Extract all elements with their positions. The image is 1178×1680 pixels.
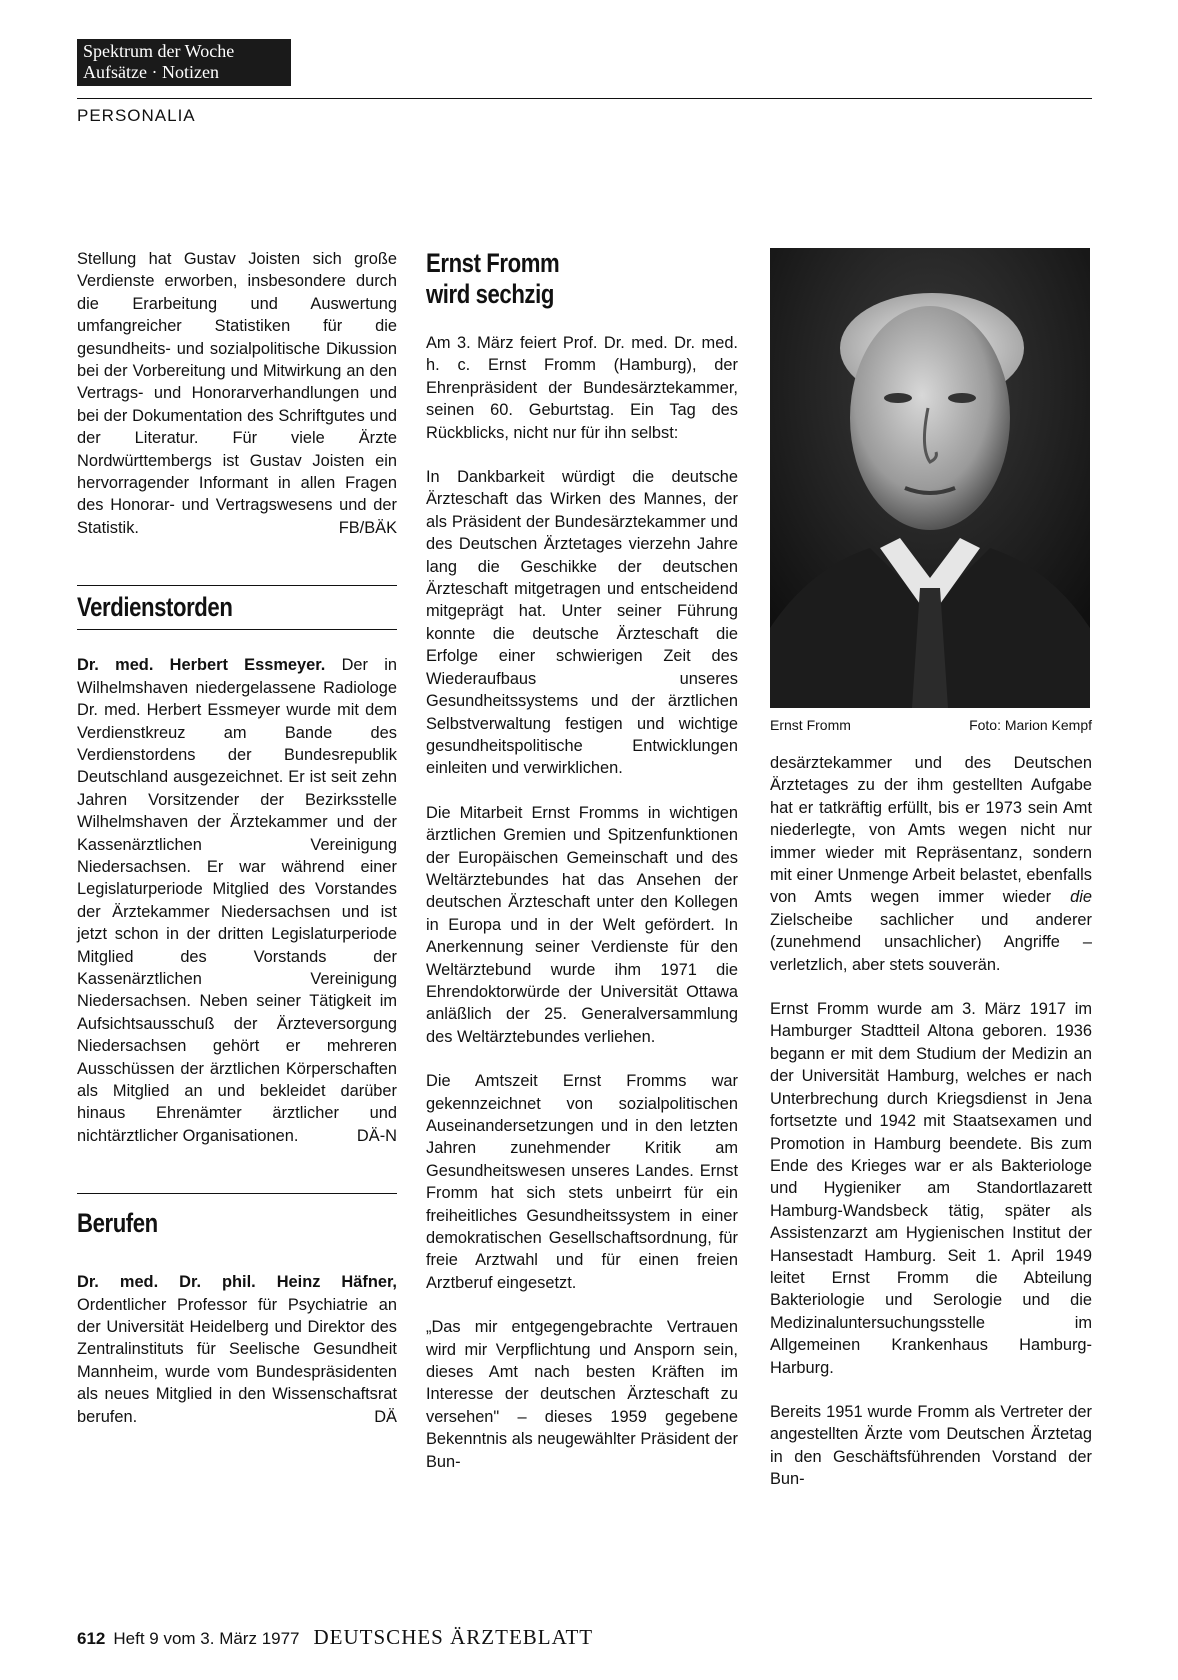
photo-caption <box>770 716 1092 734</box>
article-headline <box>426 248 682 310</box>
verdienst-rule-top <box>77 585 397 586</box>
paragraph-6-part-b: Zielscheibe sachlicher und anderer (zunehmend unsachlicher) Angriffe – verletzlich, aber stets souverän. <box>770 910 1092 974</box>
verdienst-paragraph <box>77 654 397 1147</box>
berufen-heading: Berufen <box>77 1208 158 1239</box>
berufen-rule-top <box>77 1193 397 1194</box>
section-tag-line1: Spektrum der Woche <box>83 41 235 61</box>
headline-line2: wird sechzig <box>426 279 554 309</box>
header-rule <box>77 98 1092 99</box>
intro-paragraph <box>77 248 397 539</box>
page-number: 612 <box>77 1629 106 1648</box>
paragraph-6-emphasis: die <box>1070 888 1092 907</box>
article-paragraph-6 <box>770 752 1092 976</box>
headline-line1: Ernst Fromm <box>426 248 560 278</box>
berufen-paragraph <box>77 1271 397 1428</box>
verdienst-rule-bottom <box>77 629 397 630</box>
article-paragraph-8: Bereits 1951 wurde Fromm als Vertreter der angestellten Ärzte vom Deutschen Ärztetag in den Geschäftsführenden Vorstand der Bun- <box>770 1402 1092 1489</box>
verdienst-text: Der in Wilhelmshaven niedergelassene Radiologe Dr. med. Herbert Essmeyer wurde mit dem Verdienstkreuz am Bande des Verdienstordens der Bundesrepublik Deutschland ausgezeichnet. Er ist seit zehn Jahren Vorsitzender der Bezirksstelle Wilhelmshaven der Ärztekammer und der Kassenärztlichen Vereinigung Niedersachsen. Er war während einer Legislaturperiode Mitglied des Vorstandes der Ärztekammer Niedersachsen und ist jetzt schon in der dritten Legislaturperiode Mitglied des Vorstands der Kassenärztlichen Vereinigung Niedersachsen. Neben seiner Tätigkeit im Aufsichtsausschuß der Ärzteversorgung Niedersachsen gehört er mehreren Ausschüssen der ärztlichen Körperschaften als Mitglied an und bekleidet darüber hinaus Ehrenämter ärztlicher und nichtärztlicher Organisationen. <box>77 656 397 1145</box>
paragraph-6-part-a: desärztekammer und des Deutschen Ärztetages zu der ihm gestellten Aufgabe hat er tatkräftig erfüllt, bis er 1973 sein Amt niederlegte, von Amts wegen nicht nur immer wieder mit Repräsentanz, sondern mit einer Unmenge Arbeit belastet, ebenfalls von Amts wegen immer wieder <box>770 754 1092 907</box>
rubric: PERSONALIA <box>77 106 196 125</box>
article-paragraph-2: In Dankbarkeit würdigt die deutsche Ärzteschaft das Wirken des Mannes, der als Präsident der Bundesärztekammer und des Deutschen Ärztetages vierzehn Jahre lang die Geschikke der deutschen Ärzteschaft mitgetragen und entscheidend mitgeprägt hat. Unter seiner Führung konnte die deutsche Ärzteschaft die Erfolge einer schwierigen Zeit des Wiederaufbaus unseres Gesundheitssystems und der ärztlichen Selbstverwaltung festigen und wichtige gesundheitspolitische Entwicklungen einleiten und verwirklichen. <box>426 468 738 778</box>
article-paragraph-1: Am 3. März feiert Prof. Dr. med. Dr. med. h. c. Ernst Fromm (Hamburg), der Ehrenpräsident der Bundesärztekammer, seinen 60. Geburtstag. Ein Tag des Rückblicks, nicht nur für ihn selbst: <box>426 334 738 442</box>
intro-text: Stellung hat Gustav Joisten sich große Verdienste erworben, insbesondere durch die Erarbeitung und Auswertung umfangreicher Statistiken für die gesundheits- und sozialpolitische Dikussion bei der Vorbereitung und Mitwirkung an den Vertrags- und Honorarverhandlungen und bei der Dokumentation des Schriftgutes und der Literatur. Für viele Ärzte Nordwürttembergs ist Gustav Joisten ein hervorragender Informant in allen Fragen des Honorar- und Vertragswesens und der Statistik. <box>77 250 397 537</box>
article-paragraph-7: Ernst Fromm wurde am 3. März 1917 im Hamburger Stadtteil Altona geboren. 1936 begann er mit dem Studium der Medizin an der Universität Hamburg, welches er nach Unterbrechung durch Kriegsdienst in Jena fortsetzte und 1942 mit Staatsexamen und Promotion in Hamburg beendete. Bis zum Ende des Krieges war er als Bakteriologe und Hygieniker am Standortlazarett Hamburg-Wandsbeck tätig, später als Assistenzarzt am Hygienischen Institut der Hansestadt Hamburg. Seit 1. April 1949 leitet Ernst Fromm die Abteilung Bakteriologie und Serologie und die Medizinaluntersuchungsstelle im Allgemeinen Krankenhaus Hamburg-Harburg. <box>770 1000 1092 1377</box>
column-1 <box>77 248 397 1450</box>
berufen-person: Dr. med. Dr. phil. Heinz Häfner, <box>77 1273 397 1292</box>
portrait-photo <box>770 248 1090 708</box>
issue-info: Heft 9 vom 3. März 1977 <box>113 1629 300 1648</box>
verdienst-signature: DÄ-N <box>356 1126 397 1145</box>
section-tag-line2: Aufsätze · Notizen <box>83 62 219 82</box>
intro-signature: FB/BÄK <box>338 518 397 537</box>
verdienst-person: Dr. med. Herbert Essmeyer. <box>77 656 326 675</box>
page-footer <box>77 1625 593 1650</box>
berufen-text: Ordentlicher Professor für Psychiatrie an der Universität Heidelberg und Direktor des Zentralinstituts für Seelische Gesundheit Mannheim, wurde vom Bundespräsidenten als neues Mitglied in den Wissenschaftsrat berufen. <box>77 1295 397 1426</box>
caption-subject: Ernst Fromm <box>770 717 851 733</box>
berufen-signature: DÄ <box>374 1407 397 1426</box>
caption-credit: Foto: Marion Kempf <box>969 717 1092 733</box>
article-paragraph-5: „Das mir entgegengebrachte Vertrauen wird mir Verpflichtung und Ansporn sein, dieses Amt nach besten Kräften im Interesse der deutschen Ärzteschaft zu versehen" – dieses 1959 gegebene Bekenntnis als neugewählter Präsident der Bun- <box>426 1318 738 1471</box>
verdienst-heading: Verdienstorden <box>77 592 233 623</box>
journal-name: DEUTSCHES ÄRZTEBLATT <box>313 1625 594 1649</box>
portrait-image <box>770 248 1090 708</box>
article-paragraph-3: Die Mitarbeit Ernst Fromms in wichtigen ärztlichen Gremien und Spitzenfunktionen der Europäischen Gemeinschaft und des Weltärztebundes hat das Ansehen der deutschen Ärzteschaft unter den Kollegen in Europa und in der Welt gefördert. In Anerkennung seiner Verdienste für den Weltärztebund wurde ihm 1971 die Ehrendoktorwürde der Universität Ottawa anläßlich der 25. Generalversammlung des Weltärztebundes verliehen. <box>426 803 738 1046</box>
article-paragraph-4: Die Amtszeit Ernst Fromms war gekennzeichnet von sozialpolitischen Auseinandersetzungen und in den letzten Jahren zunehmender Kritik am Gesundheitswesen unseres Landes. Ernst Fromm hat sich stets unbeirrt für ein freiheitliches Gesundheitssystem in einer demokratischen Gesellschaftsordnung, für freie Arztwahl und für einen freien Arztberuf eingesetzt. <box>426 1072 738 1292</box>
column-3 <box>770 752 1092 1513</box>
column-2 <box>426 248 738 1495</box>
section-tag <box>77 39 291 86</box>
